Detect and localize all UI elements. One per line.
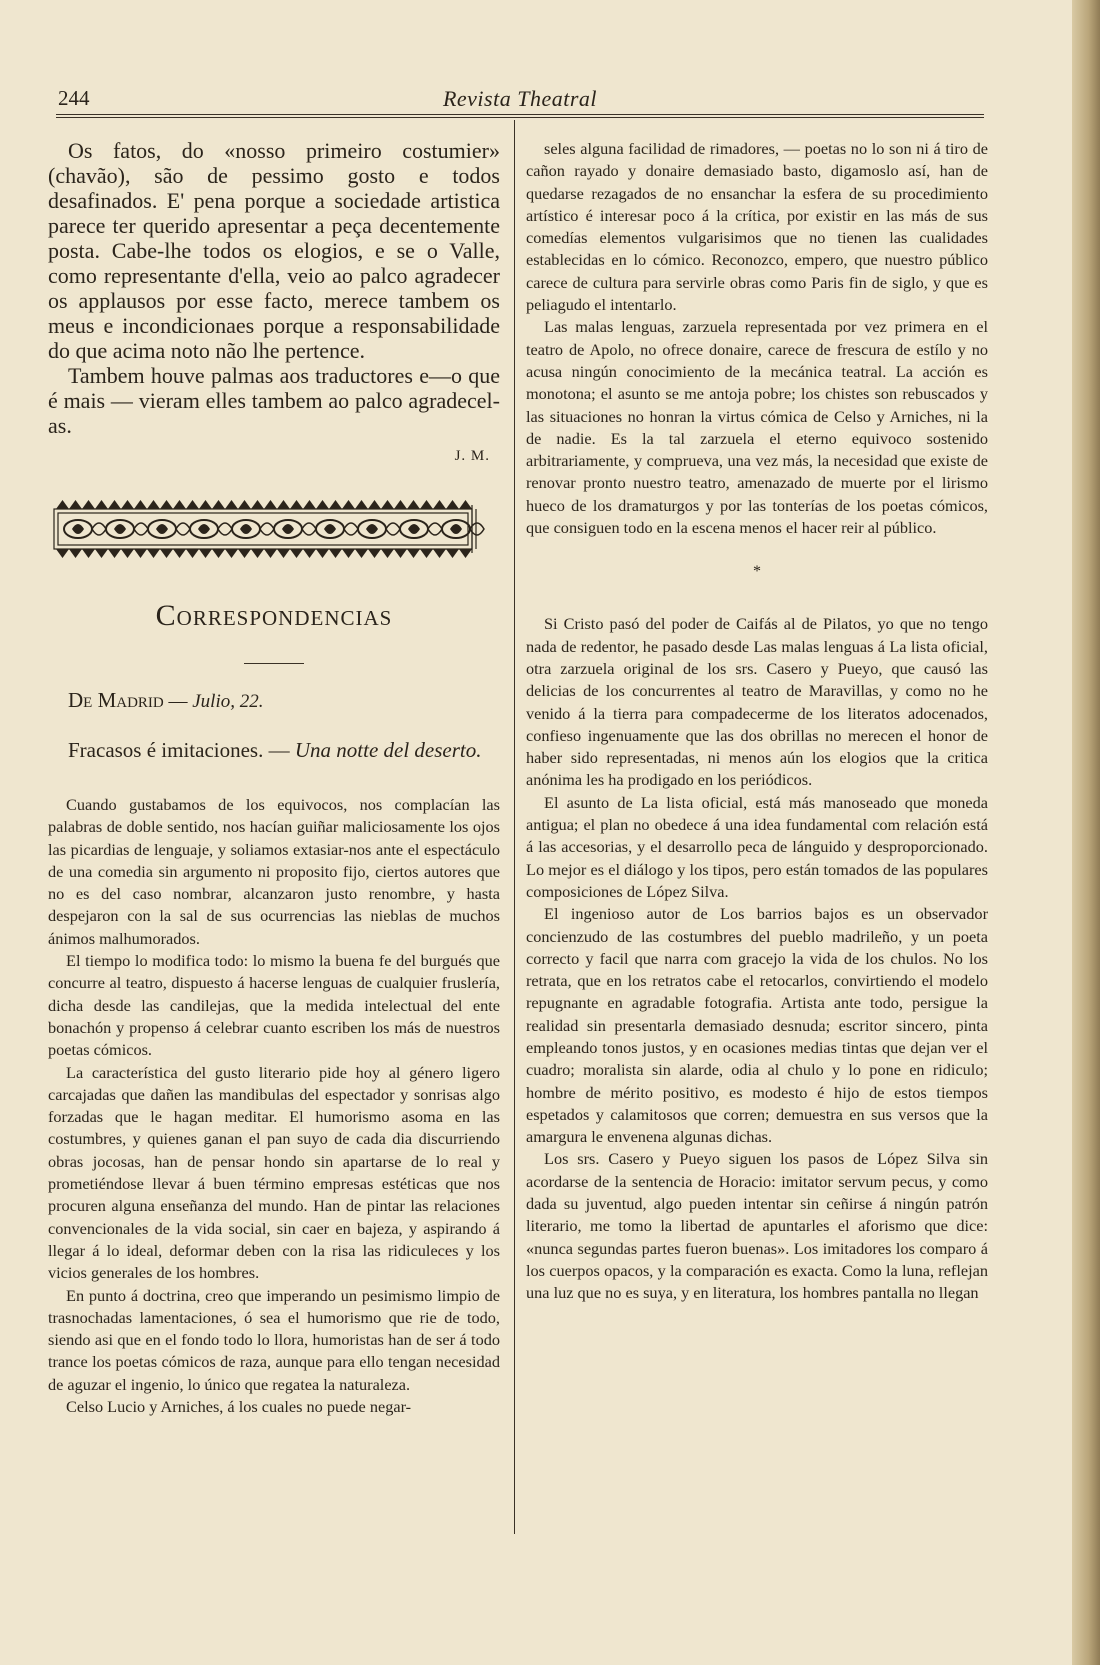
ornamental-border — [48, 497, 500, 563]
section-break-star: * — [753, 563, 761, 581]
body-paragraph: El ingenioso autor de Los barrios bajos es un observador concienzudo de las costumbres del pueblo madrileño, y un poeta correcto y facil que narra com gracejo la vida de los chulos. No los retrata, que en los retratos cabe el retocarlos, convirtiendo el modelo repugnante en agradable fotografia. Artista ante todo, persigue la realidad sin presentarla demasiado desnuda; escritor sincero, pinta empleando tonos justos, y en ocasiones medias tintas que dejan ver el cuadro; moralista sin alarde, odia al chulo y lo pone en ridiculo; hombre de mérito positivo, es modesto é hijo de estos tiempos espetados y calamitosos que corren; demuestra en sus versos que la amargura le envenena algunas dichas. — [526, 904, 988, 1147]
running-title: Revista Theatral — [442, 86, 598, 111]
ornament-frieze-icon — [48, 497, 500, 563]
subheading — [48, 737, 500, 764]
page-number: 244 — [58, 86, 90, 110]
section-title: Correspondencias — [155, 599, 393, 632]
body-paragraph: El asunto de La lista oficial, está más manoseado que moneda antigua; el plan no obedece á una idea fundamental com relación está á las accesorias, y el desarrollo peca de lánguido y desproporcionado. Lo mejor es el diálogo y los tipos, pero están tomados de las populares composiciones de López Silva. — [526, 792, 988, 901]
left-column — [48, 138, 500, 1418]
portuguese-article — [48, 138, 500, 465]
signature: J. M. — [454, 448, 490, 464]
right-column — [526, 138, 988, 1305]
body-paragraph: Los srs. Casero y Pueyo siguen los pasos de López Silva sin acordarse de la sentencia de Horacio: imitator servum pecus, y como dada su juventud, algo pueden intentar sin ceñirse á ningún patrón literario, me tomo la libertad de apuntarles el aforismo que dice: «nunca segundas partes fueron buenas». Los imitadores los comparo á los cuerpos opacos, y la comparación es exacta. Como la luna, reflejan una luz que no es suya, y en literatura, los hombres pantalla no llegan — [526, 1149, 988, 1303]
body-paragraph: seles alguna facilidad de rimadores, — poetas no lo son ni á tiro de cañon rayado y donaire demasiado basto, digamoslo así, han de quedarse rezagados de no ensanchar la esfera de su procedimiento artístico é interesar poco á la crítica, por existir en las más de sus comedías elementos vulgarisimos que no tienen las cualidades establecidas en lo cómico. Reconozco, empero, que nuestro público carece de cultura para servirle obras como Paris fin de siglo, y que es peliagudo el intentarlo. — [526, 139, 988, 315]
pt-paragraph: Os fatos, do «nosso primeiro costumier» (chavão), são de pessimo gosto e todos desafinados. E' pena porque a sociedade artistica parece ter querido apresentar a peça decentemente posta. Cabe-lhe todos os elogios, e se o Valle, como representante d'ella, veio ao palco agradecer os applausos por esse facto, merece tambem os meus e incondicionaes porque a responsabilidade do que acima noto não lhe pertence. — [48, 138, 500, 363]
page-binding-edge — [1072, 0, 1100, 1665]
title-rule — [244, 663, 304, 664]
dateline-place: De Madrid — [68, 688, 164, 712]
page-header — [56, 86, 984, 114]
body-paragraph: El tiempo lo modifica todo: lo mismo la buena fe del burgués que concurre al teatro, dispuesto á hacerse lenguas de cualquier fruslería, dicha desde las candilejas, que la medida intelectual del ente bonachón y propenso á celebrar cuanto escriben los más de nuestros poetas cómicos. — [48, 951, 500, 1060]
body-paragraph: En punto á doctrina, creo que imperando un pesimismo limpio de trasnochadas lamentaciones, ó sea el humorismo que rie de todo, siendo asi que en el fondo todo lo llora, humoristas han de ser á todo trance los poetas cómicos de raza, aunque para ello tengan necesidad de aguzar el ingenio, lo único que regatea la naturaleza. — [48, 1285, 500, 1394]
body-paragraph: Si Cristo pasó del poder de Caifás al de Pilatos, yo que no tengo nada de redentor, he pasado desde Las malas lenguas á La lista oficial, otra zarzuela original de los srs. Casero y Pueyo, que causó las delicias de los concurrentes al teatro de Maravillas, y como no he venido á la tierra para compadecerme de los literatos adocenados, confieso ingenuamente que las dos obrillas no merecen el honor de haber sido representadas, ni menos aún los elogios que la critica anónima les ha prodigado en los periódicos. — [526, 614, 988, 790]
subheading-text: Fracasos é imitaciones. — — [68, 738, 295, 762]
body-paragraph: Celso Lucio y Arniches, á los cuales no puede negar- — [66, 1397, 412, 1417]
body-paragraph: La característica del gusto literario pide hoy al género ligero carcajadas que dañen las mandibulas del espectador y sonrisas algo forzadas que le hagan meditar. El humorismo asoma en las costumbres, y quienes ganan el pan suyo de cada dia discurriendo obras jocosas, han de pensar hondo sin apartarse de lo real y prometiéndose llevar á buen término empresas estéticas que nos procuren alguna enseñanza del mundo. Han de pintar las relaciones convencionales de la vida social, sin caer en bajeza, y aspirando á llegar á lo ideal, deformar deben con la risa las ridiculeces y los vicios generales de los hombres. — [48, 1062, 500, 1283]
pt-paragraph: Tambem houve palmas aos traductores e—o que é mais — vieram elles tambem ao palco agradecel-as. — [48, 363, 500, 438]
body-paragraph: Las malas lenguas, zarzuela representada por vez primera en el teatro de Apolo, no ofrece donaire, carece de frescura de estílo y no acusa ningún conocimiento de la mecánica teatral. La acción es monotona; el asunto se me antoja pobre; los chistes son rebuscados y las situaciones no honran la virtus cómica de Celso y Arniches, ni la de nadie. Es la tal zarzuela el eterno equivoco sostenido arbitrariamente, y comprueva, una vez más, la necesidad que existe de renovar pronto nuestro teatro, amenazado de muerte por el lirismo hueco de los dramaturgos y por las tonterías de los poetas cómicos, que consiguen todo en la escena menos el hacer reir al público. — [526, 317, 988, 538]
dateline-date: Julio, 22. — [192, 691, 264, 712]
subheading-italic: Una notte del deserto. — [294, 738, 482, 762]
column-divider — [514, 120, 515, 1534]
dateline-separator: — — [163, 691, 193, 712]
dateline — [48, 688, 500, 713]
body-paragraph: Cuando gustabamos de los equivocos, nos complacían las palabras de doble sentido, nos hacían guiñar maliciosamente los ojos las picardias de lenguaje, y soliamos extasiar-nos ante el espectáculo de una comedia sin argumento ni proposito fijo, ciertos autores que no es del caso nombrar, alcanzaron justo renombre, y hasta despejaron con la sal de sus ocurrencias las nieblas de muchos ánimos malhumorados. — [48, 795, 500, 948]
header-rule — [56, 114, 984, 118]
left-body — [48, 794, 500, 1418]
